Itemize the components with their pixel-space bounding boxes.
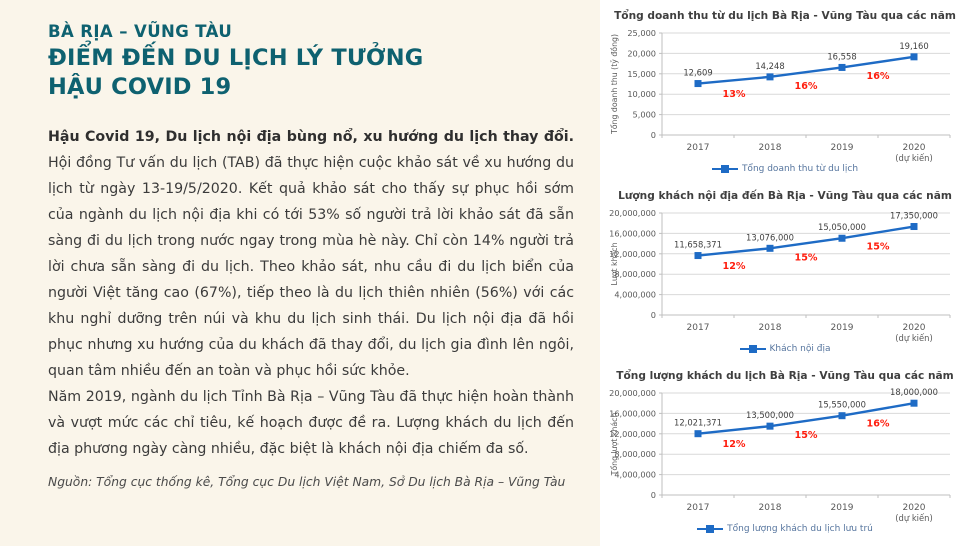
growth-percent-label: 15% [794, 252, 818, 264]
data-point-marker [911, 400, 918, 407]
y-tick-label: 12,000,000 [609, 248, 656, 259]
data-point-label: 14,248 [755, 60, 785, 71]
chart-legend [604, 524, 966, 534]
data-point-label: 12,609 [683, 67, 713, 78]
data-point-marker [767, 245, 774, 252]
y-tick-label: 10,000 [627, 89, 656, 100]
data-point-label: 18,000,000 [890, 387, 938, 398]
y-tick-label: 16,000,000 [609, 228, 656, 239]
article-body [48, 124, 574, 462]
legend-label: Tổng doanh thu từ du lịch [741, 164, 859, 174]
legend-label: Khách nội địa [769, 344, 831, 354]
y-tick-label: 20,000 [627, 48, 656, 59]
x-category-label: 2019 [830, 143, 854, 153]
forecast-note-label: (dự kiến) [895, 153, 933, 163]
x-category-label: 2017 [686, 143, 710, 153]
y-tick-label: 12,000,000 [609, 428, 656, 439]
x-category-label: 2019 [830, 503, 854, 513]
chart-plot [604, 383, 966, 524]
data-point-marker [695, 80, 702, 87]
x-category-label: 2018 [758, 503, 782, 513]
legend-line-marker-icon [712, 168, 738, 170]
forecast-note-label: (dự kiến) [895, 333, 933, 343]
x-category-label: 2018 [758, 323, 782, 333]
data-point-marker [839, 412, 846, 419]
data-point-marker [839, 64, 846, 71]
chart-plot [604, 203, 966, 344]
page-title-line1: ĐIỂM ĐẾN DU LỊCH LÝ TƯỞNG [48, 45, 424, 71]
y-tick-label: 0 [650, 310, 656, 320]
y-tick-label: 15,000 [627, 68, 656, 79]
y-tick-label: 25,000 [627, 28, 656, 38]
paragraph-lead-bold: Hậu Covid 19, Du lịch nội địa bùng nổ, xu hướng du lịch thay đổi. [48, 129, 574, 145]
data-point-label: 12,021,371 [674, 417, 722, 428]
y-tick-label: 5,000 [632, 109, 656, 120]
data-point-marker [839, 235, 846, 242]
chart-legend [604, 344, 966, 354]
growth-percent-label: 15% [866, 241, 890, 253]
data-point-marker [767, 73, 774, 80]
y-tick-label: 20,000,000 [609, 208, 656, 218]
legend-line-marker-icon [740, 348, 766, 350]
growth-percent-label: 15% [794, 429, 818, 441]
x-category-label: 2019 [830, 323, 854, 333]
forecast-note-label: (dự kiến) [895, 513, 933, 523]
data-point-label: 15,550,000 [818, 399, 866, 410]
chart-title: Tổng lượng khách du lịch Bà Rịa - Vũng Tàu qua các năm [616, 370, 954, 382]
data-point-label: 11,658,371 [674, 239, 722, 250]
data-point-marker [911, 53, 918, 60]
paragraph-survey [48, 124, 574, 384]
y-tick-label: 8,000,000 [614, 269, 656, 280]
chart-title: Lượng khách nội địa đến Bà Rịa - Vũng Tàu qua các năm [618, 190, 952, 202]
data-point-label: 19,160 [899, 40, 929, 51]
data-point-label: 15,050,000 [818, 222, 866, 233]
y-tick-label: 0 [650, 490, 656, 500]
data-point-label: 17,350,000 [890, 210, 938, 221]
y-tick-label: 4,000,000 [614, 469, 656, 480]
data-point-label: 13,076,000 [746, 232, 794, 243]
growth-percent-label: 16% [866, 71, 890, 83]
y-axis-title: Lượt khách [610, 242, 619, 286]
chart-plot [604, 23, 966, 164]
y-tick-label: 0 [650, 130, 656, 140]
growth-percent-label: 12% [722, 260, 746, 272]
growth-percent-label: 12% [722, 438, 746, 450]
legend-label: Tổng lượng khách du lịch lưu trú [727, 524, 873, 534]
data-point-marker [911, 223, 918, 230]
region-kicker: BÀ RỊA – VŨNG TÀU [48, 22, 233, 41]
x-category-label: 2018 [758, 143, 782, 153]
data-point-marker [695, 430, 702, 437]
paragraph-survey-rest: Hội đồng Tư vấn du lịch (TAB) đã thực hiện cuộc khảo sát về xu hướng du lịch từ ngày 13-19/5/2020. Kết quả khảo sát cho thấy sự phục hồi sớm của ngành du lịch nội địa khi có tới 53% số người trả lời khảo sát đã sẵn sàng đi du lịch trong nước ngay trong mùa hè này. Chỉ còn 14% người trả lời chưa sẵn sàng đi du lịch. Theo khảo sát, nhu cầu đi du lịch biển của người Việt tăng cao (67%), tiếp theo là du lịch thiên nhiên (56%) với các khu nghỉ dưỡng trên núi và khu du lịch sinh thái. Du lịch nội địa đã hồi phục nhưng xu hướng của du khách đã thay đổi, du lịch gia đình lên ngôi, quan tâm nhiều đến an toàn và phục hồi sức khỏe. [48, 155, 574, 379]
data-point-marker [767, 423, 774, 430]
legend-line-marker-icon [697, 528, 723, 530]
chart-legend [604, 164, 966, 174]
growth-percent-label: 16% [866, 418, 890, 430]
growth-percent-label: 13% [722, 89, 746, 101]
y-axis-title: Tổng lượt khách [610, 412, 619, 476]
chart-revenue [604, 6, 966, 186]
x-category-label: 2020 [902, 323, 926, 333]
chart-domestic-visitors [604, 186, 966, 366]
x-category-label: 2020 [902, 143, 926, 153]
growth-percent-label: 16% [794, 81, 818, 93]
data-point-marker [695, 252, 702, 259]
y-tick-label: 16,000,000 [609, 408, 656, 419]
data-point-label: 13,500,000 [746, 410, 794, 421]
y-axis-title: Tổng doanh thu (tỷ đồng) [610, 33, 619, 135]
paragraph-2019-results: Năm 2019, ngành du lịch Tỉnh Bà Rịa – Vũng Tàu đã thực hiện hoàn thành và vượt mức các chỉ tiêu, kế hoạch được đề ra. Lượng khách du lịch đến địa phương ngày càng nhiều, đặc biệt là khách nội địa chiếm đa số. [48, 389, 574, 457]
y-tick-label: 8,000,000 [614, 449, 656, 460]
x-category-label: 2020 [902, 503, 926, 513]
page-title-line2: HẬU COVID 19 [48, 74, 232, 100]
charts-panel [600, 0, 970, 546]
source-citation: Nguồn: Tổng cục thống kê, Tổng cục Du lịch Việt Nam, Sở Du lịch Bà Rịa – Vũng Tàu [48, 475, 566, 489]
chart-total-visitors [604, 366, 966, 546]
chart-title: Tổng doanh thu từ du lịch Bà Rịa - Vũng Tàu qua các năm [614, 10, 956, 22]
x-category-label: 2017 [686, 323, 710, 333]
y-tick-label: 4,000,000 [614, 289, 656, 300]
data-point-label: 16,558 [827, 51, 857, 62]
x-category-label: 2017 [686, 503, 710, 513]
page-title [48, 44, 574, 102]
y-tick-label: 20,000,000 [609, 388, 656, 398]
